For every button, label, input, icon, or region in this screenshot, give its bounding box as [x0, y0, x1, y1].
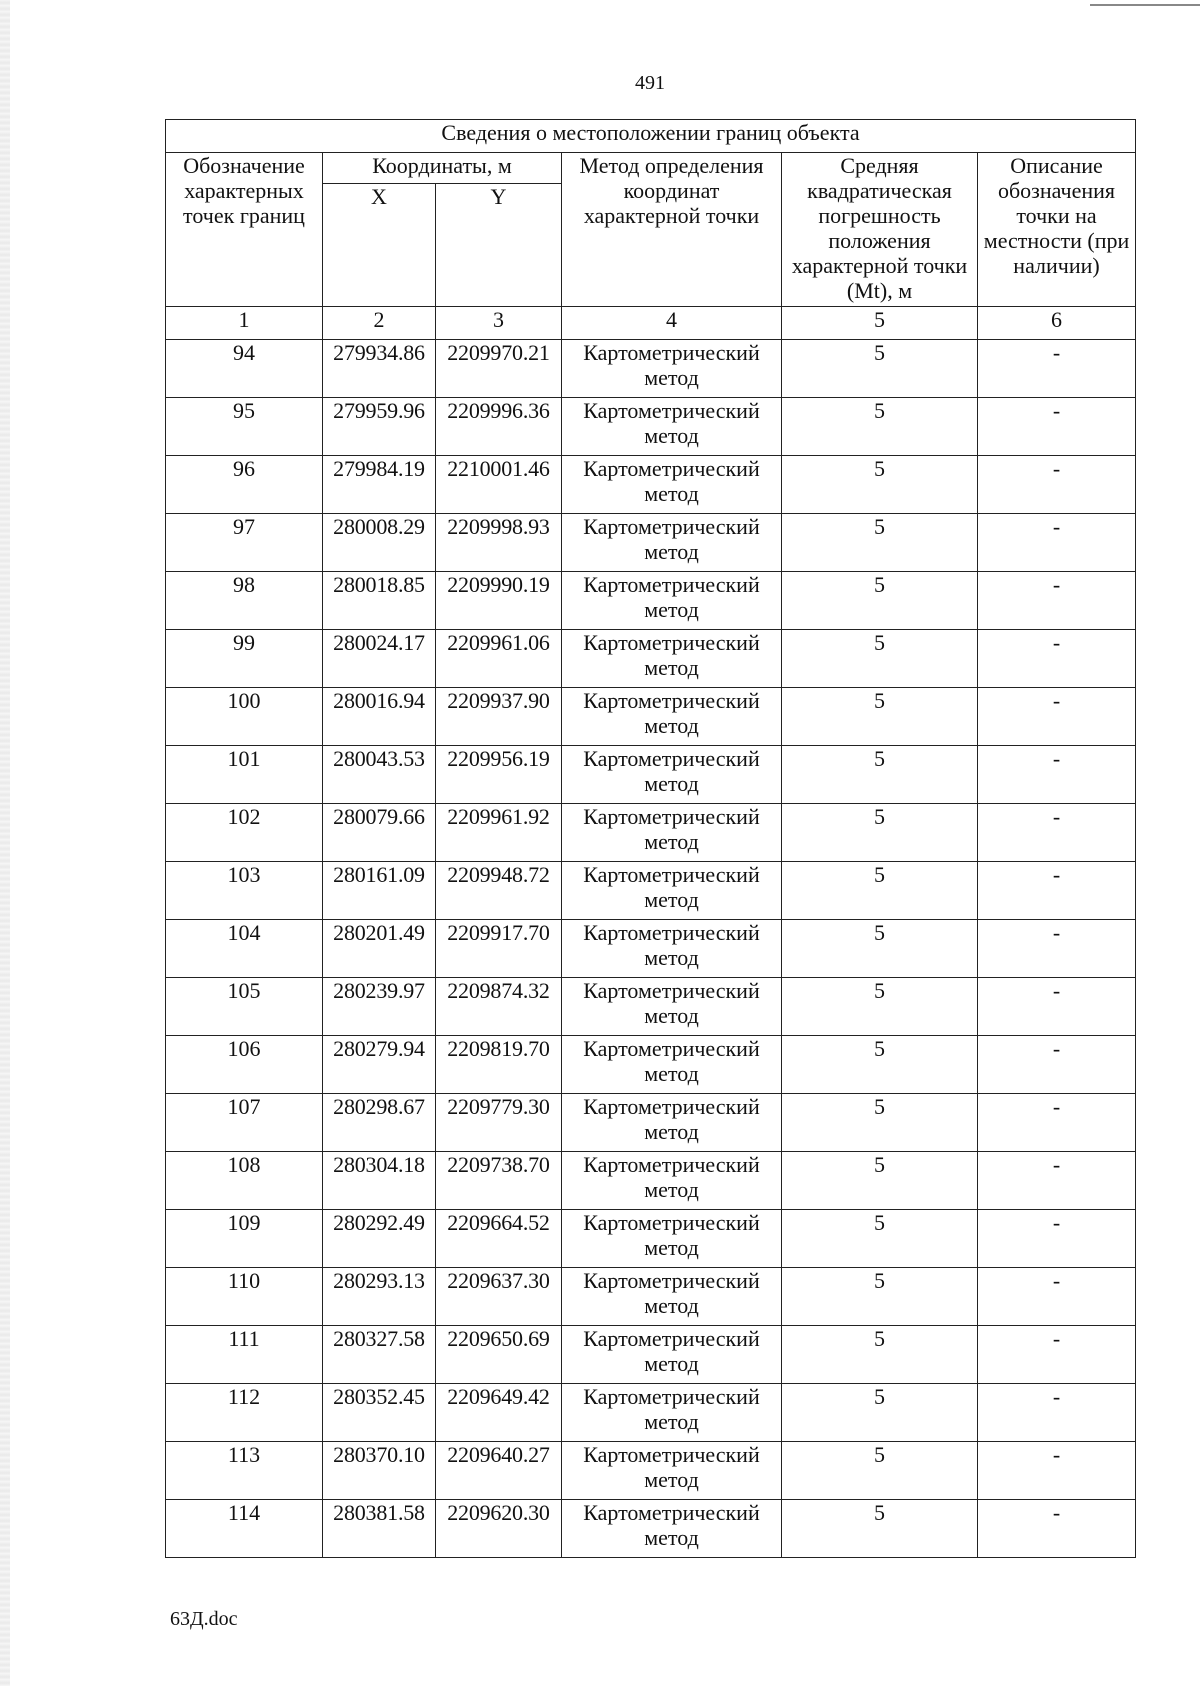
- cell-description: -: [978, 1326, 1136, 1384]
- cell-x: 280370.10: [323, 1442, 436, 1500]
- cell-y: 2209961.06: [436, 630, 562, 688]
- cell-point: 108: [166, 1152, 323, 1210]
- cell-x: 280381.58: [323, 1500, 436, 1558]
- footer-filename: 63Д.doc: [170, 1608, 238, 1630]
- cell-y: 2209961.92: [436, 804, 562, 862]
- cell-y: 2209937.90: [436, 688, 562, 746]
- header-description: Описание обозначения точки на местности (при наличии): [978, 153, 1136, 307]
- cell-description: -: [978, 978, 1136, 1036]
- cell-error: 5: [782, 456, 978, 514]
- cell-x: 280298.67: [323, 1094, 436, 1152]
- table-row: [166, 1326, 1136, 1384]
- cell-description: -: [978, 862, 1136, 920]
- cell-description: -: [978, 456, 1136, 514]
- cell-description: -: [978, 340, 1136, 398]
- column-number: 5: [782, 307, 978, 340]
- cell-method: Картометрический метод: [562, 1152, 782, 1210]
- cell-y: 2209998.93: [436, 514, 562, 572]
- cell-error: 5: [782, 630, 978, 688]
- cell-error: 5: [782, 688, 978, 746]
- table-row: [166, 572, 1136, 630]
- cell-error: 5: [782, 746, 978, 804]
- cell-y: 2209917.70: [436, 920, 562, 978]
- header-y: Y: [436, 184, 562, 307]
- cell-y: 2209620.30: [436, 1500, 562, 1558]
- table-row: [166, 1210, 1136, 1268]
- table-row: [166, 920, 1136, 978]
- cell-description: -: [978, 688, 1136, 746]
- cell-x: 279984.19: [323, 456, 436, 514]
- cell-point: 114: [166, 1500, 323, 1558]
- cell-method: Картометрический метод: [562, 1384, 782, 1442]
- cell-error: 5: [782, 572, 978, 630]
- column-number: 1: [166, 307, 323, 340]
- page-number: 491: [635, 72, 665, 94]
- column-number: 3: [436, 307, 562, 340]
- cell-method: Картометрический метод: [562, 340, 782, 398]
- cell-error: 5: [782, 978, 978, 1036]
- table-title: Сведения о местоположении границ объекта: [166, 120, 1136, 153]
- column-number: 4: [562, 307, 782, 340]
- cell-x: 280352.45: [323, 1384, 436, 1442]
- cell-error: 5: [782, 920, 978, 978]
- cell-method: Картометрический метод: [562, 1500, 782, 1558]
- cell-error: 5: [782, 1268, 978, 1326]
- table-row: [166, 630, 1136, 688]
- table-row: [166, 398, 1136, 456]
- cell-y: 2209664.52: [436, 1210, 562, 1268]
- cell-y: 2209637.30: [436, 1268, 562, 1326]
- cell-error: 5: [782, 1094, 978, 1152]
- table-row: [166, 978, 1136, 1036]
- cell-x: 279959.96: [323, 398, 436, 456]
- cell-y: 2209996.36: [436, 398, 562, 456]
- cell-description: -: [978, 920, 1136, 978]
- cell-point: 109: [166, 1210, 323, 1268]
- cell-description: -: [978, 1152, 1136, 1210]
- cell-error: 5: [782, 514, 978, 572]
- cell-y: 2209649.42: [436, 1384, 562, 1442]
- cell-point: 107: [166, 1094, 323, 1152]
- table-row: [166, 1442, 1136, 1500]
- cell-y: 2209990.19: [436, 572, 562, 630]
- table-row: [166, 1094, 1136, 1152]
- cell-description: -: [978, 1210, 1136, 1268]
- cell-method: Картометрический метод: [562, 572, 782, 630]
- table-row: [166, 1268, 1136, 1326]
- cell-x: 279934.86: [323, 340, 436, 398]
- table-row: [166, 1384, 1136, 1442]
- cell-error: 5: [782, 862, 978, 920]
- cell-point: 103: [166, 862, 323, 920]
- cell-point: 110: [166, 1268, 323, 1326]
- cell-method: Картометрический метод: [562, 456, 782, 514]
- cell-error: 5: [782, 398, 978, 456]
- cell-point: 111: [166, 1326, 323, 1384]
- cell-description: -: [978, 1268, 1136, 1326]
- cell-error: 5: [782, 1500, 978, 1558]
- cell-point: 102: [166, 804, 323, 862]
- cell-error: 5: [782, 804, 978, 862]
- cell-point: 97: [166, 514, 323, 572]
- cell-error: 5: [782, 1326, 978, 1384]
- cell-x: 280327.58: [323, 1326, 436, 1384]
- cell-method: Картометрический метод: [562, 746, 782, 804]
- table-row: [166, 746, 1136, 804]
- cell-method: Картометрический метод: [562, 1210, 782, 1268]
- cell-y: 2209779.30: [436, 1094, 562, 1152]
- cell-method: Картометрический метод: [562, 630, 782, 688]
- cell-point: 104: [166, 920, 323, 978]
- cell-point: 96: [166, 456, 323, 514]
- cell-point: 101: [166, 746, 323, 804]
- cell-method: Картометрический метод: [562, 920, 782, 978]
- table-row: [166, 688, 1136, 746]
- cell-method: Картометрический метод: [562, 514, 782, 572]
- cell-description: -: [978, 804, 1136, 862]
- cell-description: -: [978, 1036, 1136, 1094]
- cell-description: -: [978, 398, 1136, 456]
- cell-description: -: [978, 1094, 1136, 1152]
- cell-x: 280239.97: [323, 978, 436, 1036]
- cell-x: 280293.13: [323, 1268, 436, 1326]
- cell-y: 2209956.19: [436, 746, 562, 804]
- table-title-row: [166, 120, 1136, 153]
- table-row: [166, 804, 1136, 862]
- column-number: 6: [978, 307, 1136, 340]
- cell-description: -: [978, 514, 1136, 572]
- cell-x: 280079.66: [323, 804, 436, 862]
- cell-point: 94: [166, 340, 323, 398]
- header-row: [166, 153, 1136, 184]
- table-row: [166, 1500, 1136, 1558]
- cell-y: 2210001.46: [436, 456, 562, 514]
- table-row: [166, 862, 1136, 920]
- cell-point: 112: [166, 1384, 323, 1442]
- table-row: [166, 1152, 1136, 1210]
- cell-error: 5: [782, 1384, 978, 1442]
- cell-point: 105: [166, 978, 323, 1036]
- cell-x: 280043.53: [323, 746, 436, 804]
- header-coords: Координаты, м: [323, 153, 562, 184]
- table-row: [166, 340, 1136, 398]
- scan-mark: [1090, 4, 1200, 6]
- cell-error: 5: [782, 340, 978, 398]
- cell-point: 95: [166, 398, 323, 456]
- cell-description: -: [978, 572, 1136, 630]
- cell-error: 5: [782, 1442, 978, 1500]
- header-point: Обозначение характерных точек границ: [166, 153, 323, 307]
- header-method: Метод определения координат характерной точки: [562, 153, 782, 307]
- cell-y: 2209650.69: [436, 1326, 562, 1384]
- cell-y: 2209819.70: [436, 1036, 562, 1094]
- cell-point: 98: [166, 572, 323, 630]
- cell-y: 2209640.27: [436, 1442, 562, 1500]
- cell-method: Картометрический метод: [562, 1268, 782, 1326]
- cell-description: -: [978, 1500, 1136, 1558]
- cell-x: 280008.29: [323, 514, 436, 572]
- cell-method: Картометрический метод: [562, 978, 782, 1036]
- cell-x: 280292.49: [323, 1210, 436, 1268]
- table-row: [166, 514, 1136, 572]
- cell-description: -: [978, 1384, 1136, 1442]
- cell-point: 100: [166, 688, 323, 746]
- cell-x: 280016.94: [323, 688, 436, 746]
- cell-x: 280304.18: [323, 1152, 436, 1210]
- cell-description: -: [978, 630, 1136, 688]
- cell-method: Картометрический метод: [562, 1326, 782, 1384]
- header-error: Средняя квадратическая погрешность положения характерной точки (Mt), м: [782, 153, 978, 307]
- cell-description: -: [978, 1442, 1136, 1500]
- cell-error: 5: [782, 1036, 978, 1094]
- column-number-row: [166, 307, 1136, 340]
- cell-y: 2209874.32: [436, 978, 562, 1036]
- cell-x: 280018.85: [323, 572, 436, 630]
- cell-method: Картометрический метод: [562, 804, 782, 862]
- boundary-coordinates-table: [165, 119, 1136, 1558]
- cell-method: Картометрический метод: [562, 1036, 782, 1094]
- cell-error: 5: [782, 1152, 978, 1210]
- table-row: [166, 456, 1136, 514]
- cell-point: 99: [166, 630, 323, 688]
- cell-y: 2209970.21: [436, 340, 562, 398]
- cell-method: Картометрический метод: [562, 1442, 782, 1500]
- column-number: 2: [323, 307, 436, 340]
- cell-y: 2209738.70: [436, 1152, 562, 1210]
- header-x: X: [323, 184, 436, 307]
- cell-method: Картометрический метод: [562, 398, 782, 456]
- cell-x: 280024.17: [323, 630, 436, 688]
- cell-x: 280279.94: [323, 1036, 436, 1094]
- cell-y: 2209948.72: [436, 862, 562, 920]
- scan-edge: [0, 0, 10, 1686]
- cell-x: 280161.09: [323, 862, 436, 920]
- cell-error: 5: [782, 1210, 978, 1268]
- cell-method: Картометрический метод: [562, 1094, 782, 1152]
- cell-point: 106: [166, 1036, 323, 1094]
- cell-description: -: [978, 746, 1136, 804]
- table-row: [166, 1036, 1136, 1094]
- cell-point: 113: [166, 1442, 323, 1500]
- cell-method: Картометрический метод: [562, 862, 782, 920]
- cell-method: Картометрический метод: [562, 688, 782, 746]
- cell-x: 280201.49: [323, 920, 436, 978]
